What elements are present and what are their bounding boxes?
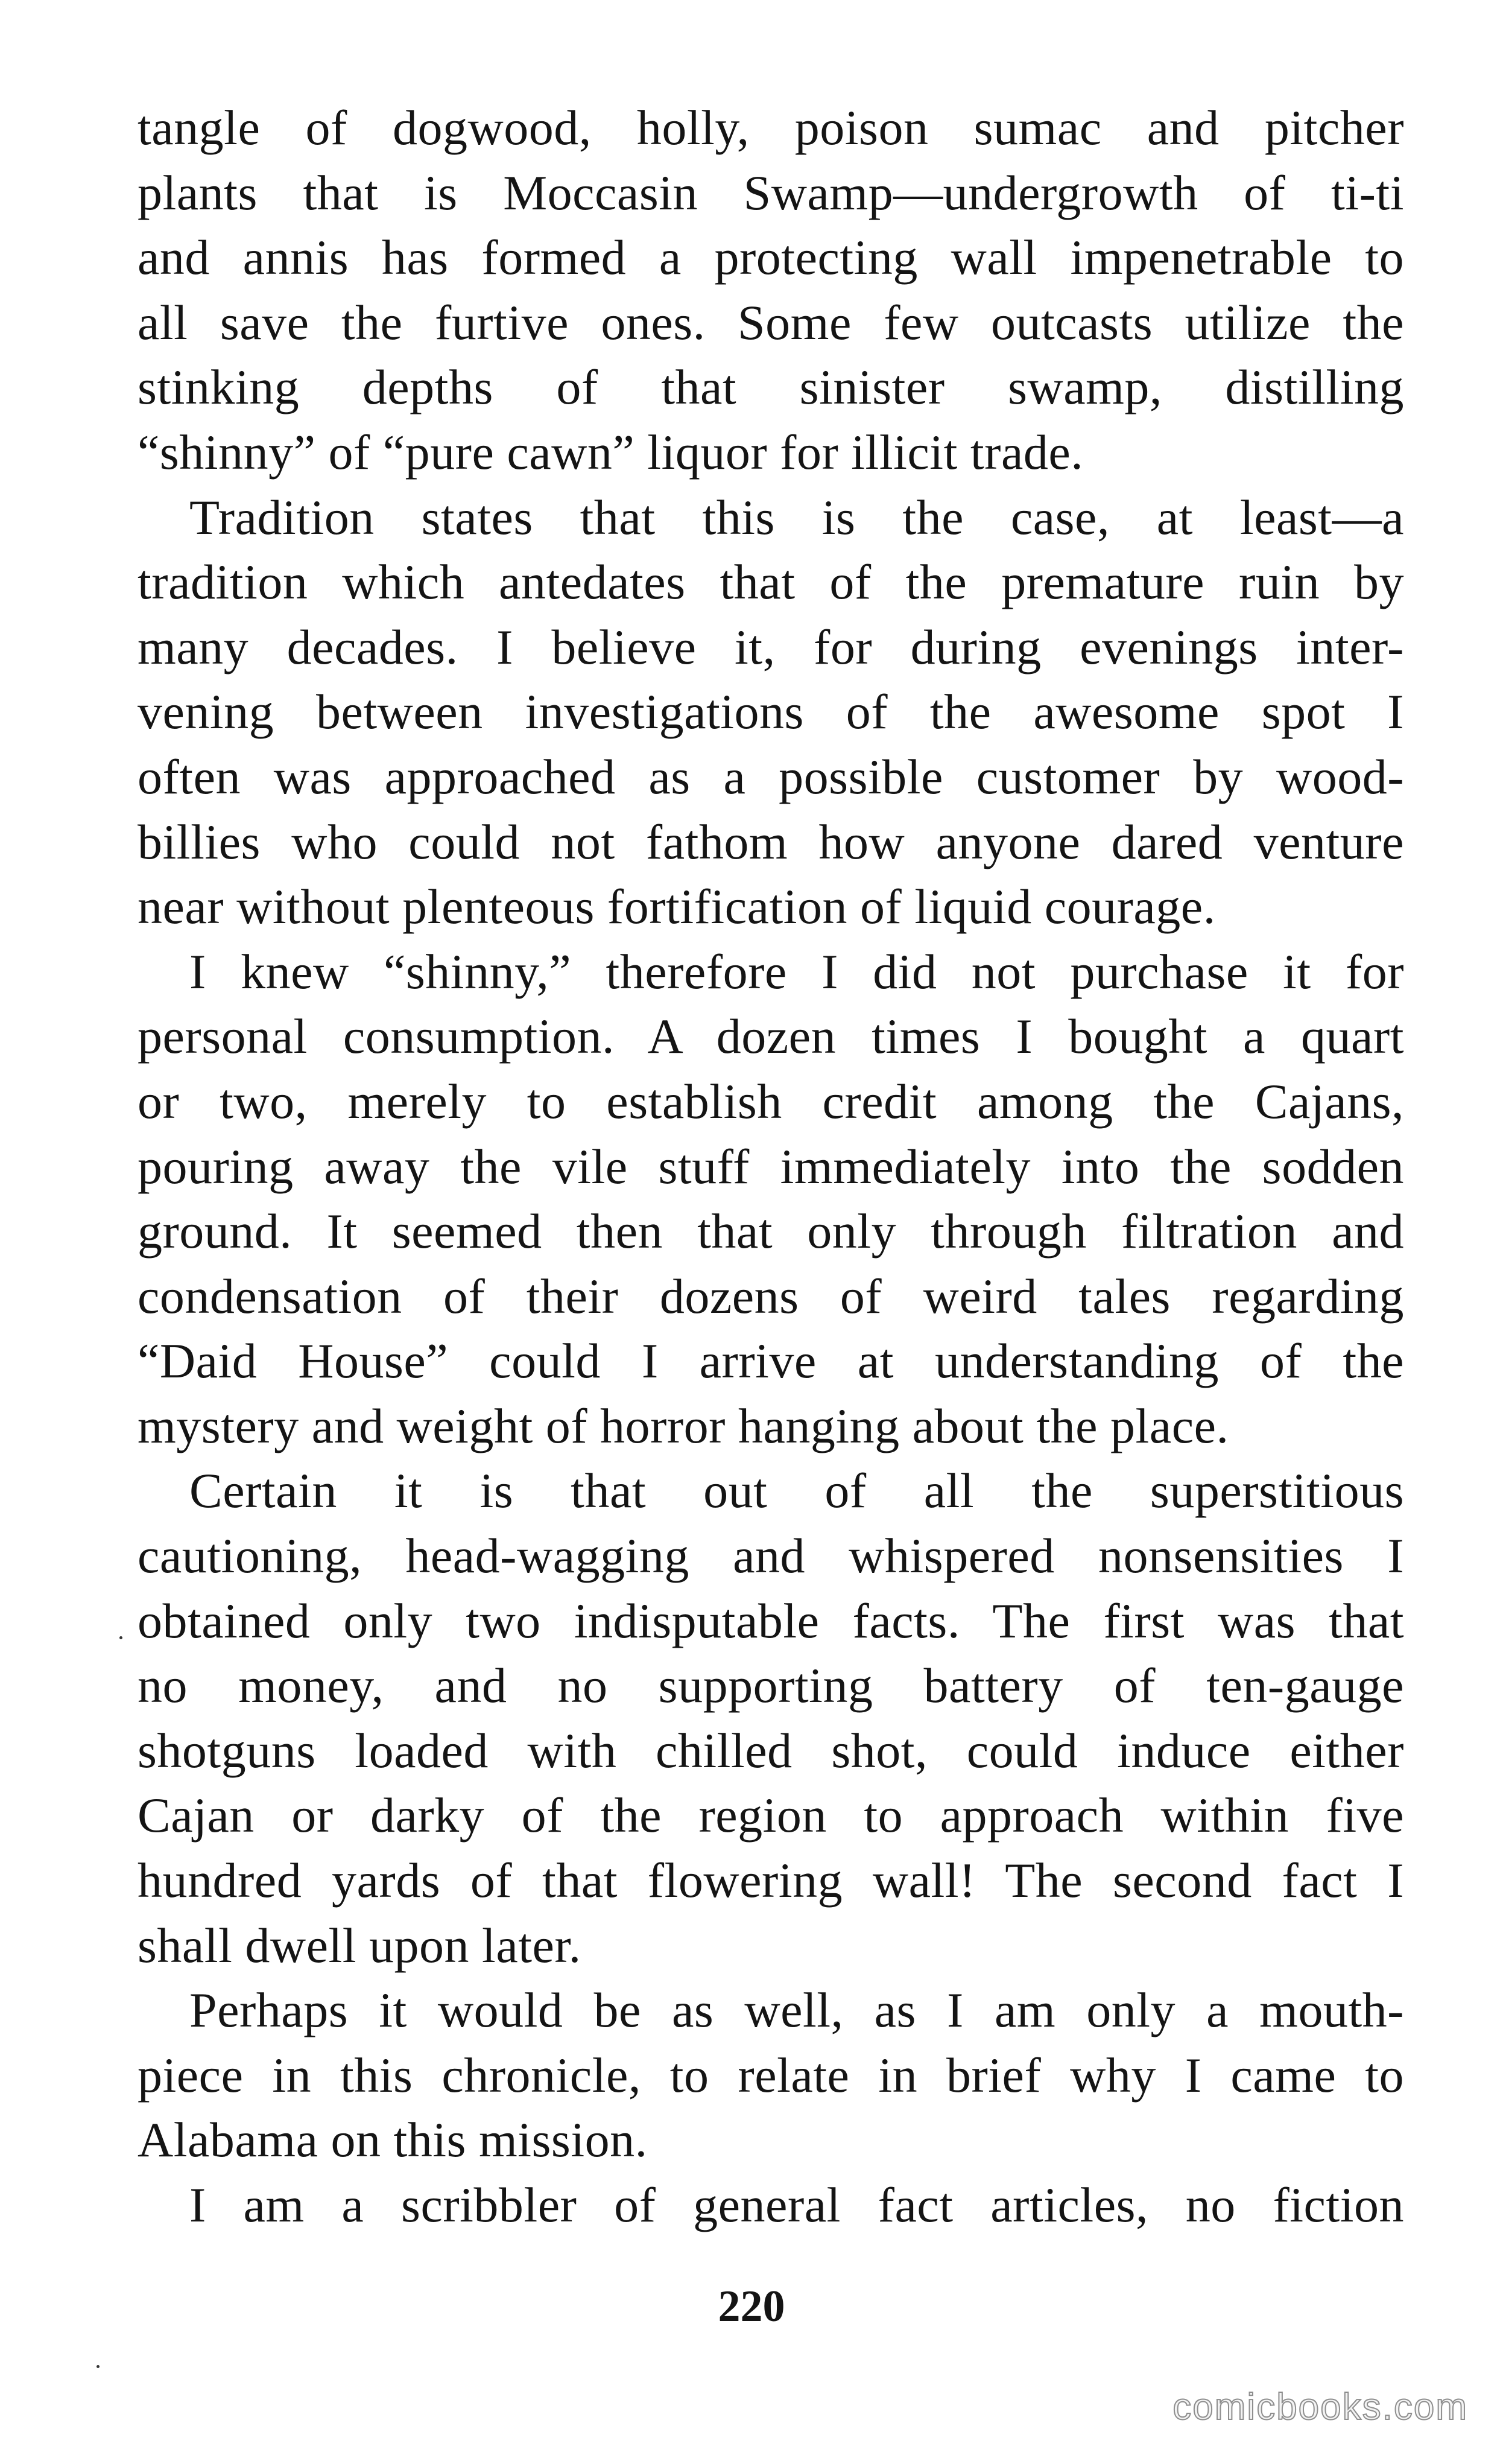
text-line: Perhaps it would be as well, as I am only a mouth- xyxy=(189,1983,1404,2038)
text-line: Tradition states that this is the case, at least—a xyxy=(189,489,1404,545)
ink-speck xyxy=(119,1636,122,1639)
text-line: I knew “shinny,” therefore I did not purchase it for xyxy=(189,944,1404,999)
text-line: and annis has formed a protecting wall impenetrable to xyxy=(138,230,1404,285)
text-line: often was approached as a possible customer by wood- xyxy=(138,749,1404,804)
text-line: tradition which antedates that of the premature ruin by xyxy=(138,554,1404,610)
text-line: no money, and no supporting battery of ten-gauge xyxy=(138,1658,1404,1713)
text-line: all save the furtive ones. Some few outcasts utilize the xyxy=(138,294,1404,350)
text-line: pouring away the vile stuff immediately into the sodden xyxy=(138,1138,1404,1194)
text-line: personal consumption. A dozen times I bought a quart xyxy=(138,1009,1404,1064)
text-line: condensation of their dozens of weird tales regarding xyxy=(138,1268,1404,1324)
text-line: mystery and weight of horror hanging about the place. xyxy=(138,1398,1229,1453)
text-line: Alabama on this mission. xyxy=(138,2112,648,2168)
text-line: hundred yards of that flowering wall! The second fact I xyxy=(138,1853,1404,1908)
text-line: ground. It seemed then that only through filtration and xyxy=(138,1204,1404,1259)
text-line: Cajan or darky of the region to approach within five xyxy=(138,1788,1404,1843)
text-line: near without plenteous fortification of liquid courage. xyxy=(138,879,1216,935)
text-line: many decades. I believe it, for during evenings inter- xyxy=(138,619,1404,675)
ink-speck xyxy=(97,2365,100,2368)
text-line: obtained only two indisputable facts. The first was that xyxy=(138,1593,1404,1648)
body-text xyxy=(138,95,1404,2238)
text-line: shotguns loaded with chilled shot, could induce either xyxy=(138,1723,1404,1778)
text-line: I am a scribbler of general fact articles, no fiction xyxy=(189,2177,1404,2232)
text-line: “Daid House” could I arrive at understanding of the xyxy=(138,1333,1404,1389)
text-line: billies who could not fathom how anyone dared venture xyxy=(138,814,1404,869)
text-line: cautioning, head-wagging and whispered nonsensities I xyxy=(138,1528,1404,1584)
text-line: or two, merely to establish credit among the Cajans, xyxy=(138,1073,1404,1129)
text-line: plants that is Moccasin Swamp—undergrowth of ti-ti xyxy=(138,165,1404,220)
page-number: 220 xyxy=(718,2282,785,2331)
text-line: piece in this chronicle, to relate in brief why I came to xyxy=(138,2047,1404,2103)
text-line: stinking depths of that sinister swamp, distilling xyxy=(138,360,1404,415)
text-line: Certain it is that out of all the superstitious xyxy=(189,1463,1404,1519)
text-line: tangle of dogwood, holly, poison sumac and pitcher xyxy=(138,100,1404,155)
text-line: shall dwell upon later. xyxy=(138,1917,581,1973)
text-line: vening between investigations of the awesome spot I xyxy=(138,684,1404,740)
text-line: “shinny” of “pure cawn” liquor for illicit trade. xyxy=(138,424,1084,480)
watermark: comicbooks.com xyxy=(1172,2386,1468,2428)
